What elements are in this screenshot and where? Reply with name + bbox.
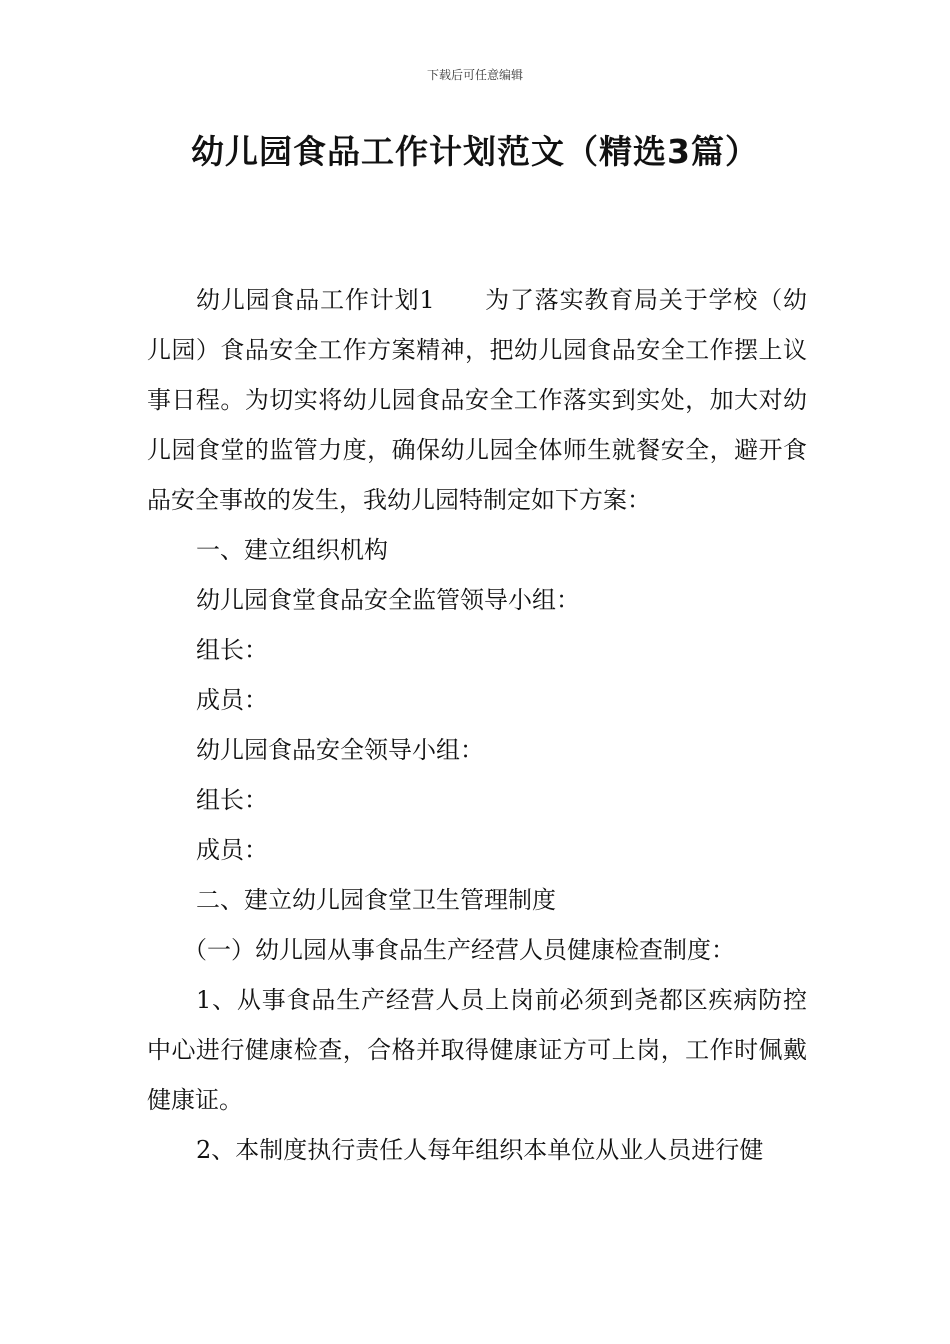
paragraph-members-2: 成员： [196,836,268,864]
header-note: 下载后可任意编辑 [426,68,523,82]
section-heading-organization: 一、建立组织机构 [196,536,388,564]
paragraph-intro: 幼儿园食品工作计划1 为了落实教育局关于学校（幼儿园）食品安全工作方案精神，把幼儿园食品安全工作摆上议事日程。为切实将幼儿园食品安全工作落实到实处，加大对幼儿园食堂的监管力度，确保幼儿园全体师生就餐安全，避开食品安全事故的发生，我幼儿园特制定如下方案： [147,286,807,514]
paragraph-item-2: 2、本制度执行责任人每年组织本单位从业人员进行健 [196,1136,764,1164]
paragraph-members-1: 成员： [196,686,268,714]
paragraph-item-1: 1、从事食品生产经营人员上岗前必须到尧都区疾病防控中心进行健康检查，合格并取得健康证方可上岗，工作时佩戴健康证。 [147,986,807,1114]
paragraph-safety-group: 幼儿园食品安全领导小组： [196,736,484,764]
document-body [147,275,807,1175]
paragraph-leader-1: 组长： [196,636,268,664]
paragraph-leader-2: 组长： [196,786,268,814]
section-heading-hygiene: 二、建立幼儿园食堂卫生管理制度 [196,886,556,914]
paragraph-canteen-group: 幼儿园食堂食品安全监管领导小组： [196,586,580,614]
subsection-heading-health-check: （一）幼儿园从事食品生产经营人员健康检查制度： [183,936,735,964]
document-title: 幼儿园食品工作计划范文（精选3篇） [191,132,759,171]
